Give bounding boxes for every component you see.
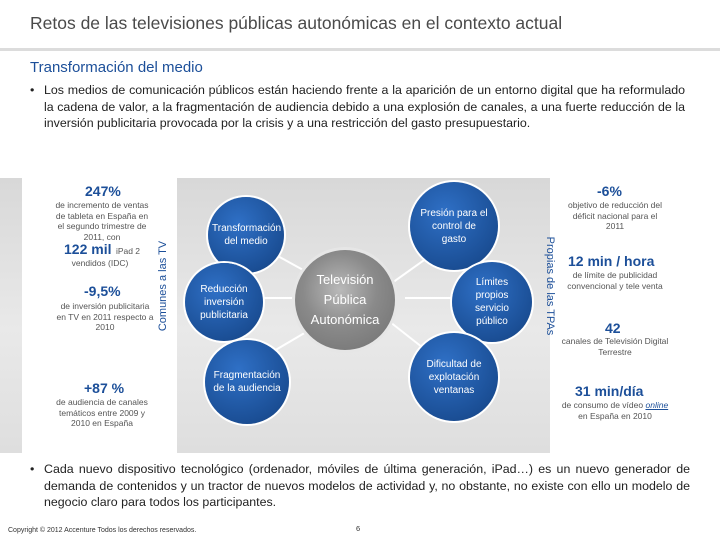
stat-ad-limit: 12 min / hora [568,253,655,269]
stat-ad-investment-desc: de inversión publicitaria en TV en 2011 respecto a 2010 [56,301,154,332]
stat-ipad-desc: vendidos (IDC) [71,258,129,268]
stat-tablet-growth-desc: de incremento de ventas de tableta en España en el segundo trimestre de 2011, con [55,200,149,242]
stat-deficit: -6% [597,183,622,199]
slide-title: Retos de las televisiones públicas autonómicas en el contexto actual [30,13,563,33]
footer-copyright: Copyright © 2012 Accenture Todos los derechos reservados. [8,527,197,534]
bullet-dot: • [30,462,35,476]
left-axis-label: Comunes a las TV [157,240,169,332]
node-reduccion-label: Reducción inversión publicitaria [200,283,248,321]
title-divider [0,48,720,51]
node-central-label: Televisión Pública Autonómica [310,272,380,327]
bullet-conclusion [30,461,690,511]
stat-ad-limit-desc: de límite de publicidad convencional y tele venta [567,270,663,291]
node-fragmentacion-label: Fragmentación de la audiencia [213,370,281,394]
bullet-intro-text: Los medios de comunicación públicos están haciendo frente a la aparición de un entorno digital que ha reformulado la cadena de valor, a la fragmentación de audiencia debido a una explosión de canales, a una fuerte reducción de la inversión publicitaria provocada por la crisis y a una restricción del gasto presupuestario. [44,83,685,130]
stat-video-desc-b: en España en 2010 [578,410,652,421]
stat-ipad-number: 122 mil [64,241,112,257]
bullet-conclusion-text: Cada nuevo dispositivo tecnológico (ordenador, móviles de última generación, iPad…) es un nuevo generador de demanda de contenidos y un tractor de nuevos modelos de actividad y, no obstante, no existe con ello un modelo de negocio claro para todos los participantes. [44,462,690,509]
stat-video-consumption: 31 min/día [575,383,644,399]
node-dificultad-explotacion [410,333,498,421]
stat-ipad-units [64,241,140,259]
stat-video-desc [560,400,670,421]
stat-ad-investment: -9,5% [84,283,121,299]
stat-video-desc-a: de consumo de vídeo [561,400,644,410]
node-fragmentacion [205,340,289,424]
node-central-tv-publica [295,250,395,350]
stat-tdt-channels: 42 [605,320,621,336]
node-transformacion [208,197,284,273]
stat-deficit-desc: objetivo de reducción del déficit nacional para el 2011 [567,200,663,231]
stat-video-desc-em: online [645,400,669,410]
bullet-intro [30,82,685,132]
node-presion-label: Presión para el control de gasto [420,207,488,245]
node-transformacion-label: Transformación del medio [212,223,282,247]
node-dificultad-label: Dificultad de explotación ventanas [426,358,482,396]
stat-audience-growth: +87 % [84,380,125,396]
node-limites-servicio [452,262,532,342]
bullet-dot: • [30,83,35,97]
right-axis-label: Propias de las TPAs [544,236,556,336]
stat-tdt-desc: canales de Televisión Digital Terrestre [561,336,669,357]
stat-ipad-tag: iPad 2 [115,246,141,256]
node-reduccion [185,263,263,341]
stat-tablet-growth: 247% [85,183,121,199]
page-number: 6 [356,524,361,533]
node-limites-label: Límites propios servicio público [475,277,509,327]
node-presion-gasto [410,182,498,270]
stat-audience-desc: de audiencia de canales temáticos entre 2009 y 2010 en España [56,397,148,428]
section-subtitle: Transformación del medio [30,59,203,76]
